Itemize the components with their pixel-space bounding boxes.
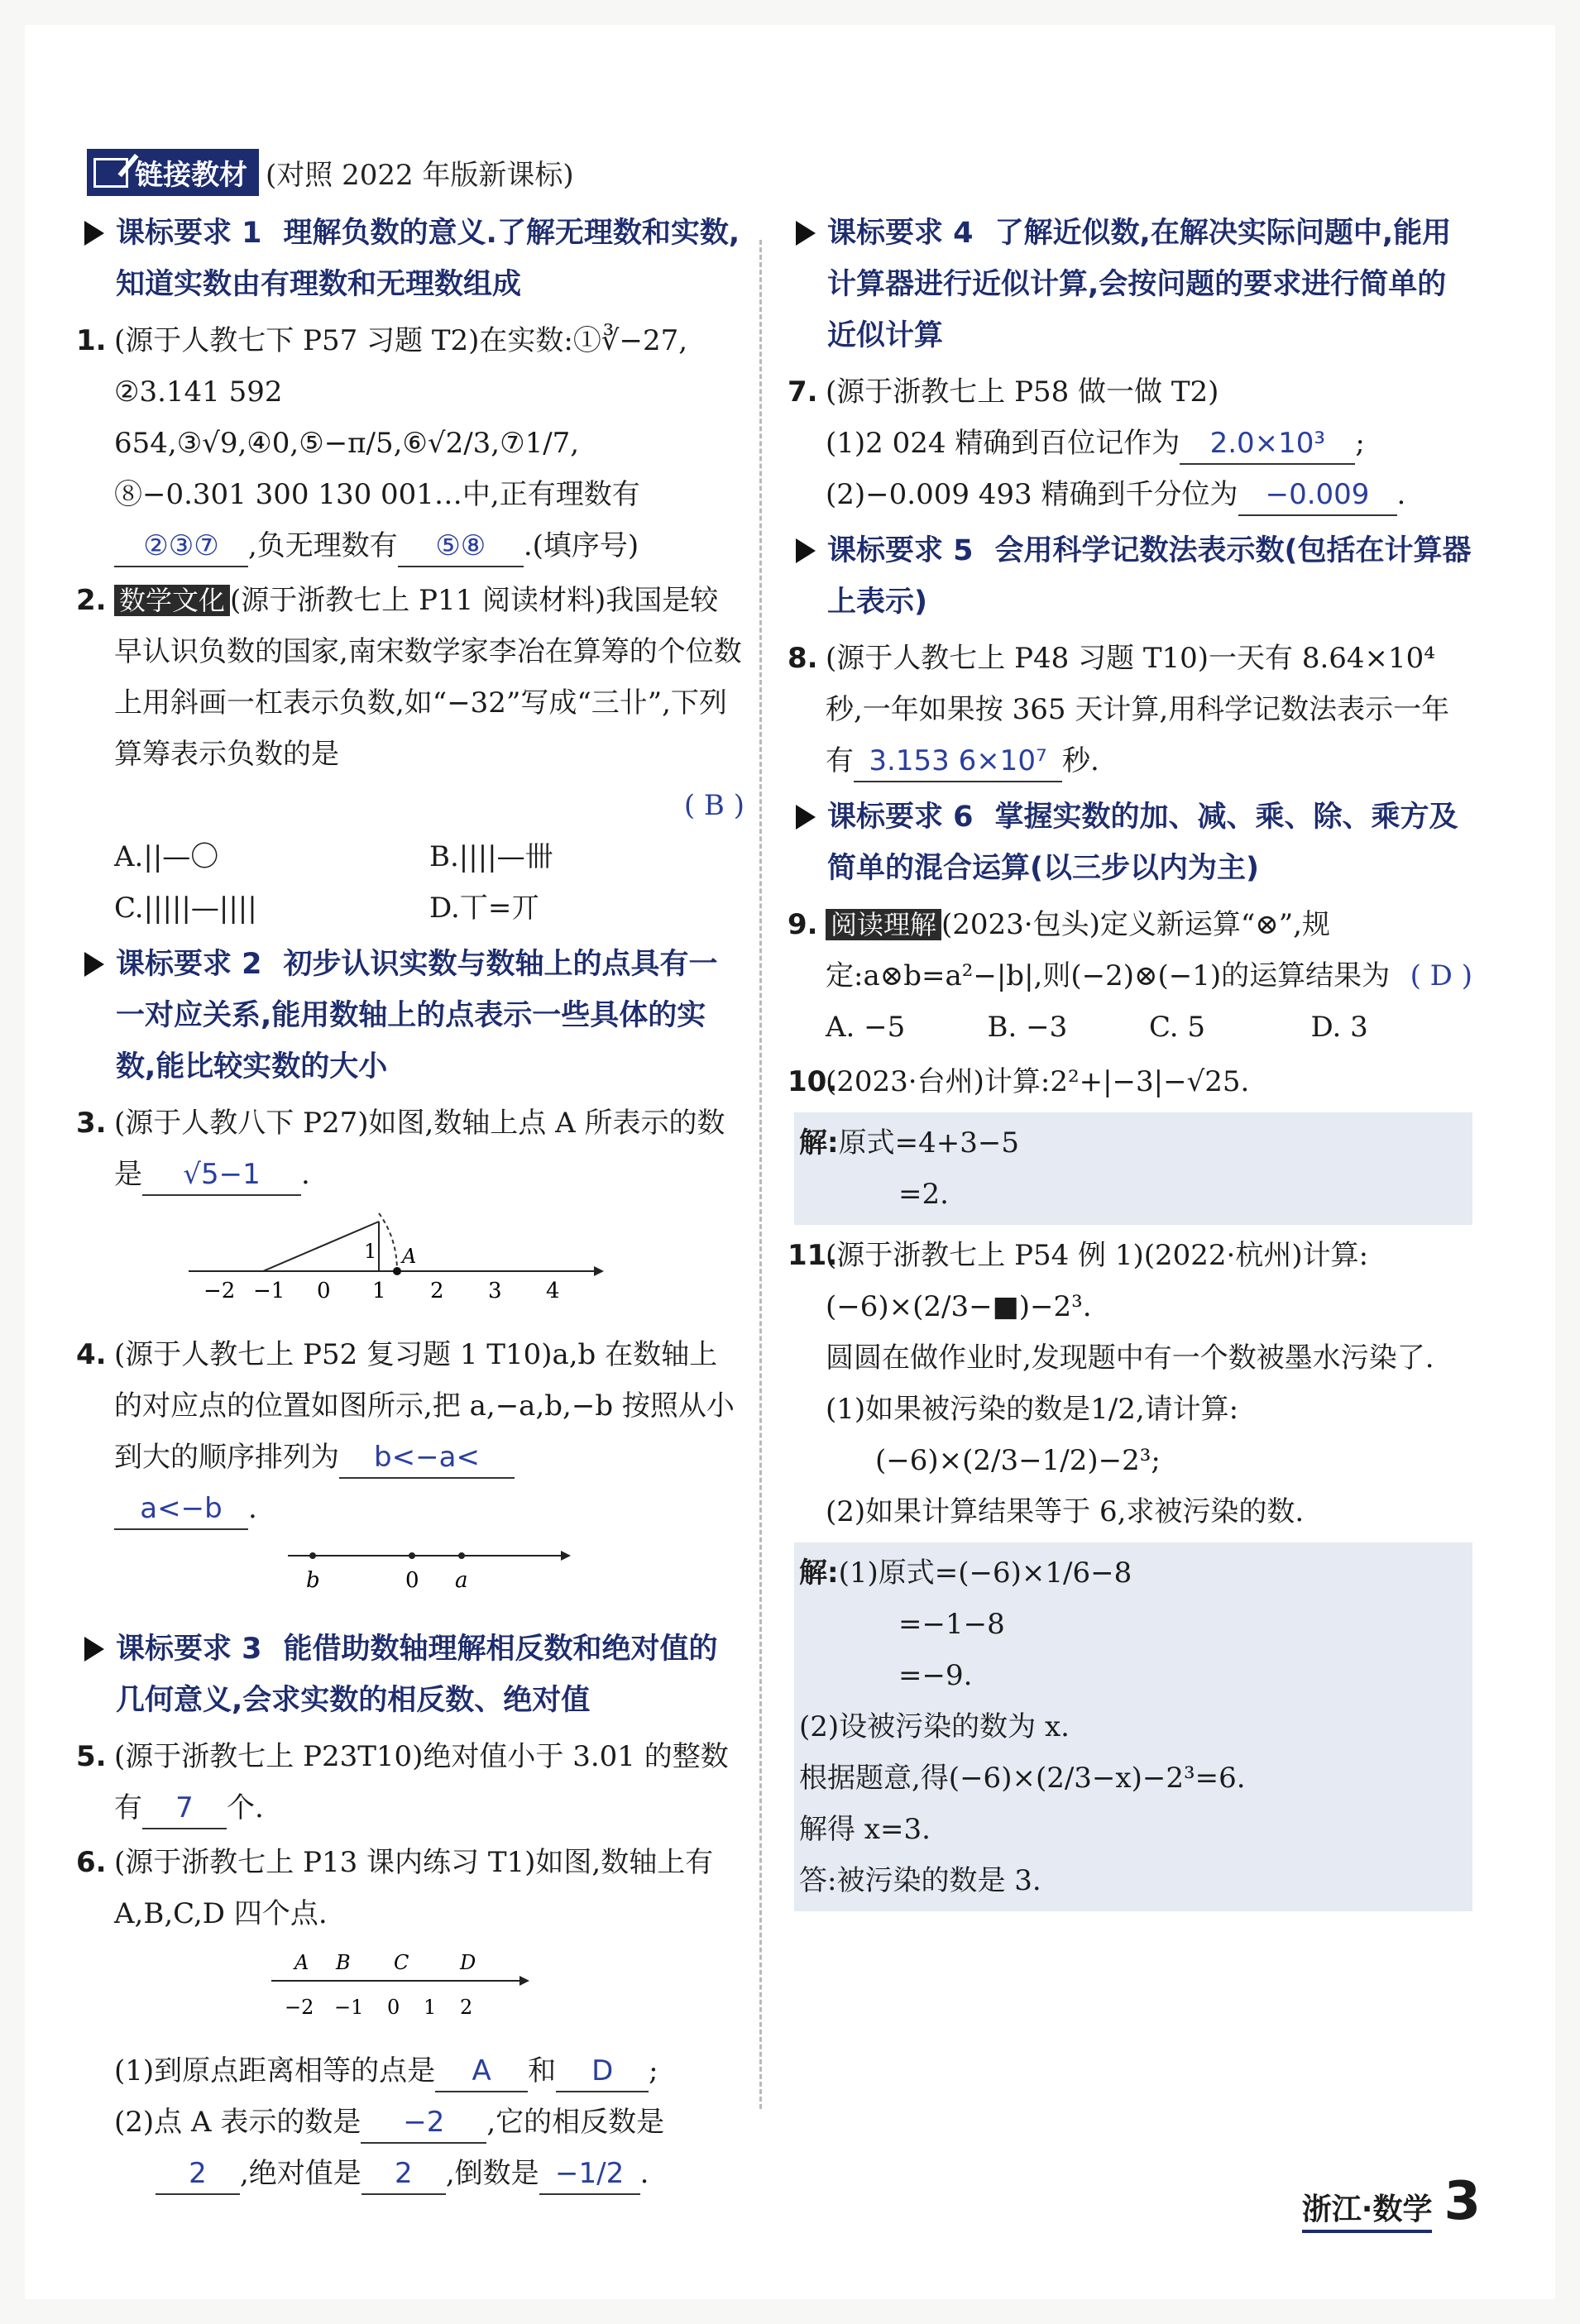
requirement-text: 了解近似数,在解决实际问题中,能用计算器进行近似计算,会按问题的要求进行简单的近似计算 [827, 217, 1452, 352]
choice-b: B. −3 [987, 1011, 1068, 1044]
question-2 [76, 575, 745, 934]
choice-a: A. −5 [826, 1011, 906, 1044]
tick-label: 1 [372, 1279, 386, 1303]
answer-blank: D [556, 2051, 649, 2092]
question-text: (源于浙教七上 P13 课内练习 T1)如图,数轴上有 A,B,C,D 四个点. [114, 1846, 714, 1930]
choice-d: D.丅=丌 [429, 892, 540, 925]
question-10 [788, 1056, 1472, 1107]
requirement-label: 课标要求 3 [116, 1633, 262, 1666]
question-number: 9. [788, 908, 818, 941]
axis-arrow-icon [561, 1551, 571, 1561]
solution-line: 解得 x=3. [799, 1813, 931, 1846]
requirement-5 [794, 525, 1472, 628]
number-line-figure-6 [263, 1944, 544, 2024]
question-text: (1)如果被污染的数是1/2,请计算: [826, 1393, 1239, 1426]
tick-label: −1 [334, 1996, 364, 2019]
requirement-label: 课标要求 1 [116, 217, 262, 250]
number-line-figure-3 [180, 1205, 610, 1304]
tick-label: a [455, 1568, 468, 1593]
answer-blank: ⑤⑧ [398, 526, 524, 567]
tick-label: b [306, 1568, 320, 1593]
question-text: (2)如果计算结果等于 6,求被污染的数. [826, 1495, 1305, 1528]
requirement-text: 会用科学记数法表示数(包括在计算器上表示) [827, 534, 1472, 619]
tick-label: −2 [285, 1996, 314, 2019]
triangle-bullet-icon [796, 221, 816, 246]
question-text: (源于人教八下 P27)如图,数轴上点 A 所表示的数是 [114, 1107, 725, 1191]
point-label-b: B [336, 1951, 351, 1974]
page-footer [1302, 2171, 1481, 2233]
answer-blank: −0.009 [1238, 475, 1397, 516]
question-text: ,绝对值是 [240, 2157, 361, 2190]
triangle-bullet-icon [796, 538, 816, 563]
question-text: 秒. [1062, 744, 1099, 777]
answer-blank: ②③⑦ [114, 526, 248, 567]
answer-blank: 7 [142, 1788, 227, 1829]
footer-label: 浙江·数学 [1302, 2186, 1433, 2233]
solution-line: 答:被污染的数是 3. [799, 1864, 1041, 1897]
question-11 [788, 1230, 1472, 1537]
solution-line: =−9. [898, 1659, 973, 1692]
solution-line: =−1−8 [898, 1608, 1005, 1641]
question-text: (源于人教七下 P57 习题 T2)在实数:①∛−27, [114, 324, 688, 357]
answer-blank: a<−b [114, 1489, 248, 1530]
question-text: (源于浙教七上 P11 阅读材料)我国是较早认识负数的国家,南宋数学家李冶在算筹的个位数上用斜画一杠表示负数,如“−32”写成“三卝”,下列算筹表示负数的是 [114, 584, 742, 771]
requirement-1 [83, 208, 745, 310]
badge-label: 链接教材 [135, 159, 247, 192]
question-text: (1)到原点距离相等的点是 [114, 2054, 436, 2087]
answer-blank: A [435, 2051, 528, 2092]
point-a [393, 1267, 401, 1275]
answer-blank: 2 [156, 2154, 240, 2195]
requirement-text: 理解负数的意义.了解无理数和实数,知道实数由有理数和无理数组成 [116, 217, 740, 301]
answer-choice: ( D ) [1410, 959, 1472, 992]
solution-10 [794, 1112, 1472, 1225]
axis-arrow-icon [519, 1976, 529, 1986]
choices [826, 1002, 1472, 1053]
choice-c: C.|||||—|||| [114, 892, 257, 925]
point-label-a: A [294, 1951, 309, 1974]
tick-label: −1 [253, 1279, 285, 1303]
choice-b: B.||||—卌 [429, 840, 553, 873]
question-text: (2023·台州)计算:2²+|−3|−√25. [826, 1065, 1250, 1098]
answer-blank: 2.0×10³ [1180, 423, 1355, 465]
question-text: . [248, 1492, 257, 1525]
question-number: 6. [76, 1846, 107, 1879]
question-8 [788, 633, 1472, 787]
solution-line: 原式=4+3−5 [838, 1126, 1019, 1160]
answer-blank: 2 [361, 2154, 446, 2195]
solution-label: 解: [799, 1126, 839, 1160]
reading-tag: 阅读理解 [826, 909, 941, 940]
math-culture-tag: 数学文化 [114, 585, 230, 616]
question-number: 3. [76, 1107, 107, 1140]
triangle-bullet-icon [84, 1637, 104, 1662]
question-text: 圆圆在做作业时,发现题中有一个数被墨水污染了. [826, 1341, 1434, 1375]
requirement-4 [794, 208, 1472, 361]
leg-label: 1 [364, 1240, 377, 1263]
left-column [76, 203, 745, 2202]
question-9 [788, 899, 1472, 1053]
triangle-bullet-icon [84, 221, 104, 246]
section-header [87, 149, 574, 196]
question-text: ②3.141 592 654,③√9,④0,⑤−π/5,⑥√2/3,⑦1/7, [114, 375, 580, 460]
question-7 [788, 366, 1472, 520]
question-text: (源于浙教七上 P58 做一做 T2) [826, 375, 1219, 409]
question-text: ,负无理数有 [248, 529, 398, 562]
question-number: 2. [76, 584, 107, 617]
triangle-bullet-icon [796, 805, 816, 830]
point-origin [409, 1552, 415, 1559]
requirement-text: 初步认识实数与数轴上的点具有一一对应关系,能用数轴上的点表示一些具体的实数,能比较实数的大小 [116, 948, 718, 1083]
solution-line: =2. [898, 1178, 949, 1211]
question-4 [76, 1329, 745, 1619]
tick-label: 3 [488, 1279, 502, 1303]
question-number: 10. [788, 1065, 838, 1098]
point-label-c: C [394, 1951, 409, 1974]
tick-label: 4 [546, 1279, 560, 1303]
question-text: 和 [528, 2054, 557, 2087]
choices [114, 882, 745, 934]
question-text: (2)−0.009 493 精确到千分位为 [826, 478, 1238, 511]
question-5 [76, 1731, 745, 1834]
question-number: 5. [76, 1740, 107, 1773]
number-line-figure-4 [280, 1539, 577, 1597]
question-text: ,倒数是 [445, 2157, 539, 2190]
answer-blank: b<−a< [339, 1437, 515, 1479]
requirement-label: 课标要求 4 [827, 217, 974, 250]
question-text: . [301, 1158, 310, 1191]
solution-label: 解: [799, 1557, 839, 1590]
tick-label: 2 [460, 1996, 473, 2019]
question-text: (源于人教七上 P52 复习题 1 T10)a,b 在数轴上的对应点的位置如图所示,把 a,−a,b,−b 按照从小到大的顺序排列为 [114, 1338, 735, 1474]
point-label-d: D [460, 1951, 476, 1974]
question-expression: (−6)×(2/3−1/2)−2³; [875, 1444, 1161, 1477]
arc-dashed [379, 1213, 397, 1271]
question-6 [76, 1837, 745, 2199]
question-text: ,它的相反数是 [486, 2106, 665, 2139]
pencil-box-icon [93, 158, 128, 188]
question-3 [76, 1097, 745, 1326]
answer-blank: −1/2 [539, 2154, 640, 2195]
tick-label: 0 [387, 1996, 400, 2019]
point-b [309, 1552, 316, 1559]
choice-d: D. 3 [1310, 1011, 1368, 1044]
question-text: (2)点 A 表示的数是 [114, 2106, 361, 2139]
question-text: ; [1355, 427, 1365, 460]
point-a [458, 1552, 465, 1559]
requirement-3 [83, 1623, 745, 1726]
question-text: (2023·包头)定义新运算“⊗”,规定:a⊗b=a²−|b|,则(−2)⊗(−1)的运算结果为 [826, 908, 1391, 992]
right-column [788, 203, 1472, 1916]
tick-label: 2 [430, 1279, 444, 1303]
question-text: ; [649, 2054, 658, 2087]
tick-label: −2 [203, 1279, 236, 1303]
question-number: 11. [788, 1239, 838, 1272]
question-number: 7. [788, 375, 818, 409]
choice-c: C. 5 [1149, 1011, 1206, 1044]
requirement-label: 课标要求 6 [827, 801, 974, 834]
question-text: 个. [227, 1791, 264, 1824]
answer-choice: ( B ) [683, 789, 745, 822]
triangle-hypotenuse [263, 1222, 379, 1271]
question-number: 1. [76, 324, 107, 357]
question-text: (源于浙教七上 P23T10)绝对值小于 3.01 的整数有 [114, 1740, 729, 1824]
question-number: 8. [788, 642, 818, 675]
requirement-6 [794, 791, 1472, 894]
column-separator [759, 240, 762, 2109]
solution-line: (1)原式=(−6)×1/6−8 [838, 1557, 1132, 1590]
question-text: . [639, 2157, 649, 2190]
axis-arrow-icon [594, 1266, 604, 1276]
tick-label: 1 [424, 1996, 437, 2019]
question-text: (1)2 024 精确到百位记作为 [826, 427, 1180, 460]
requirement-label: 课标要求 5 [827, 534, 974, 567]
question-1 [76, 315, 745, 571]
tick-label: 0 [317, 1279, 331, 1303]
solution-line: 根据题意,得(−6)×(2/3−x)−2³=6. [799, 1762, 1246, 1795]
answer-blank: −2 [361, 2102, 486, 2144]
choice-a: A.||—〇 [114, 840, 219, 873]
requirement-2 [83, 939, 745, 1093]
solution-line: (2)设被污染的数为 x. [799, 1710, 1070, 1743]
link-textbook-badge [87, 149, 259, 196]
question-number: 4. [76, 1338, 107, 1371]
choices [114, 831, 745, 882]
question-text: (源于人教七上 P48 习题 T10)一天有 8.64×10⁴ 秒,一年如果按 365 天计算,用科学记数法表示一年有 [826, 642, 1450, 777]
answer-blank: 3.153 6×10⁷ [854, 741, 1062, 782]
triangle-bullet-icon [84, 952, 104, 977]
question-text: (源于浙教七上 P54 例 1)(2022·杭州)计算:(−6)×(2/3−■)−2³. [826, 1239, 1369, 1323]
answer-blank: √5−1 [142, 1155, 301, 1196]
question-text: . [1396, 478, 1406, 511]
requirement-text: 掌握实数的加、减、乘、除、乘方及简单的混合运算(以三步以内为主) [827, 801, 1458, 885]
header-subtitle: (对照 2022 年版新课标) [266, 159, 574, 192]
page [25, 25, 1555, 2299]
tick-label: 0 [405, 1568, 419, 1593]
point-label: A [402, 1245, 417, 1268]
question-text: .(填序号) [523, 529, 639, 562]
requirement-text: 能借助数轴理解相反数和绝对值的几何意义,会求实数的相反数、绝对值 [116, 1633, 718, 1717]
solution-11 [794, 1542, 1472, 1911]
question-text: ⑧−0.301 300 130 001…中,正有理数有 [114, 478, 640, 511]
page-number: 3 [1444, 2171, 1481, 2232]
requirement-label: 课标要求 2 [116, 948, 262, 981]
